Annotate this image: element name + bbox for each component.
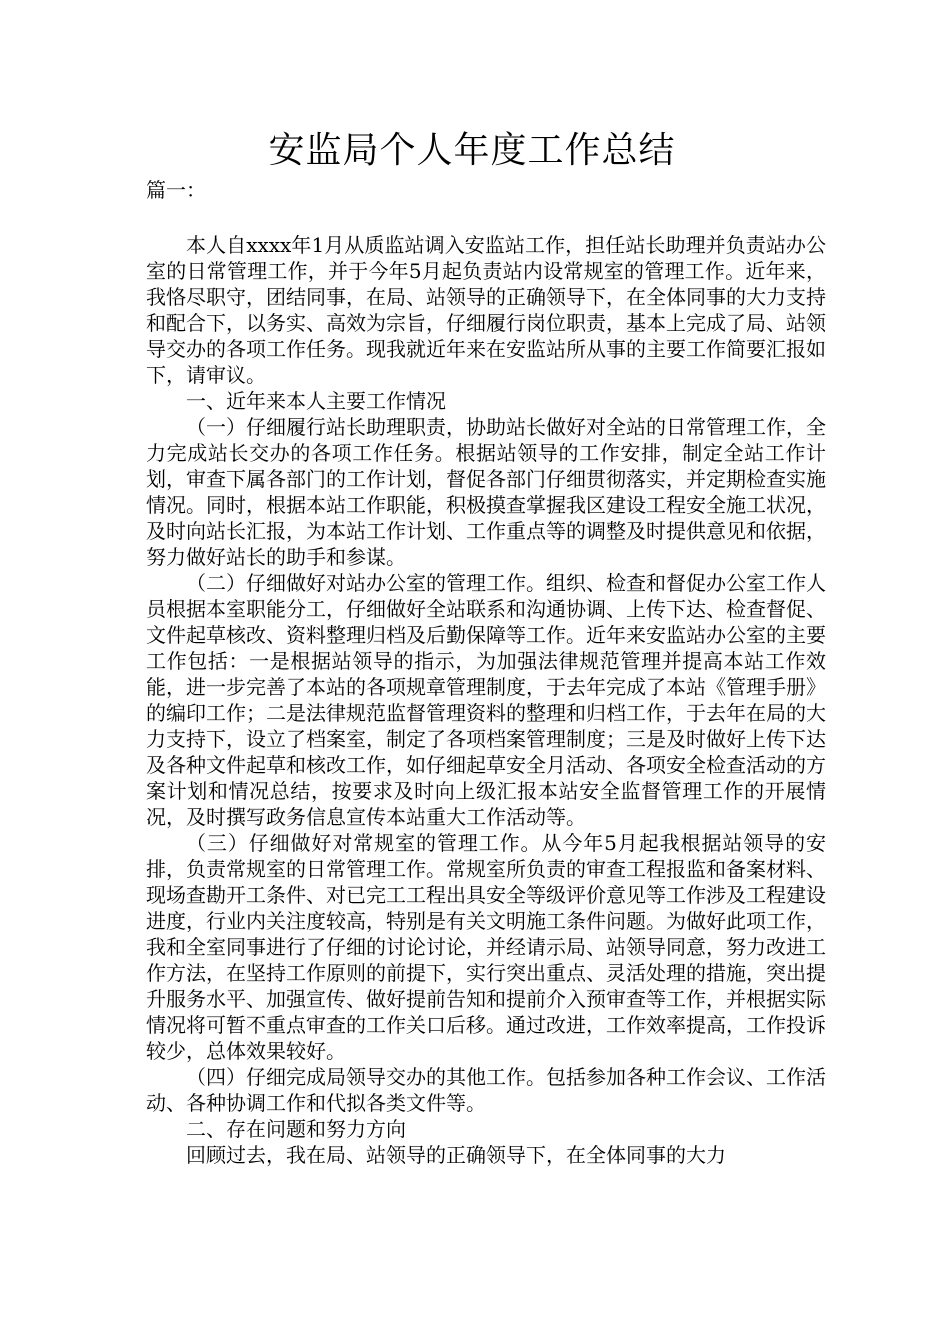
intro-paragraph: 本人自xxxx年1月从质监站调入安监站工作，担任站长助理并负责站办公室的日常管理工作，并于今年5月起负责站内设常规室的管理工作。近年来，我恪尽职守，团结同事，在局、站领导的正确领导下，在全体同事的大力支持和配合下，以务实、高效为宗旨，仔细履行岗位职责，基本上完成了局、站领导交办的各项工作任务。现我就近年来在安监站所从事的主要工作简要汇报如下，请审议。 xyxy=(146,233,826,387)
section-heading-2: 二、存在问题和努力方向 xyxy=(186,1117,406,1141)
item-paragraph-1: （一）仔细履行站长助理职责，协助站长做好对全站的日常管理工作，全力完成站长交办的各项工作任务。根据站领导的工作安排，制定全站工作计划，审查下属各部门的工作计划，督促各部门仔细贯彻落实，并定期检查实施情况。同时，根据本站工作职能，积极摸查掌握我区建设工程安全施工状况，及时向站长汇报，为本站工作计划、工作重点等的调整及时提供意见和依据，努力做好站长的助手和参谋。 xyxy=(146,415,826,569)
item-paragraph-2: （二）仔细做好对站办公室的管理工作。组织、检查和督促办公室工作人员根据本室职能分工，仔细做好全站联系和沟通协调、上传下达、检查督促、文件起草核改、资料整理归档及后勤保障等工作。近年来安监站办公室的主要工作包括：一是根据站领导的指示，为加强法律规范管理并提高本站工作效能，进一步完善了本站的各项规章管理制度，于去年完成了本站《管理手册》的编印工作；二是法律规范监督管理资料的整理和归档工作，于去年在局的大力支持下，设立了档案室，制定了各项档案管理制度；三是及时做好上传下达及各种文件起草和核改工作，如仔细起草安全月活动、各项安全检查活动的方案计划和情况总结，按要求及时向上级汇报本站安全监督管理工作的开展情况，及时撰写政务信息宣传本站重大工作活动等。 xyxy=(146,571,826,829)
item-paragraph-4: （四）仔细完成局领导交办的其他工作。包括参加各种工作会议、工作活动、各种协调工作和代拟各类文件等。 xyxy=(146,1065,826,1115)
document-title: 安监局个人年度工作总结 xyxy=(268,130,676,171)
review-paragraph: 回顾过去，我在局、站领导的正确领导下，在全体同事的大力 xyxy=(186,1143,726,1167)
document-page xyxy=(146,125,826,1168)
section-heading-1: 一、近年来本人主要工作情况 xyxy=(186,389,446,413)
part-label: 篇一： xyxy=(146,178,206,202)
item-paragraph-3: （三）仔细做好对常规室的管理工作。从今年5月起我根据站领导的安排，负责常规室的日常管理工作。常规室所负责的审查工程报监和备案材料、现场查勘开工条件、对已完工工程出具安全等级评价意见等工作涉及工程建设进度，行业内关注度较高，特别是有关文明施工条件问题。为做好此项工作，我和全室同事进行了仔细的讨论讨论，并经请示局、站领导同意，努力改进工作方法，在坚持工作原则的前提下，实行突出重点、灵活处理的措施，突出提升服务水平、加强宣传、做好提前告知和提前介入预审查等工作，并根据实际情况将可暂不重点审查的工作关口后移。通过改进，工作效率提高，工作投诉较少，总体效果较好。 xyxy=(146,831,826,1063)
